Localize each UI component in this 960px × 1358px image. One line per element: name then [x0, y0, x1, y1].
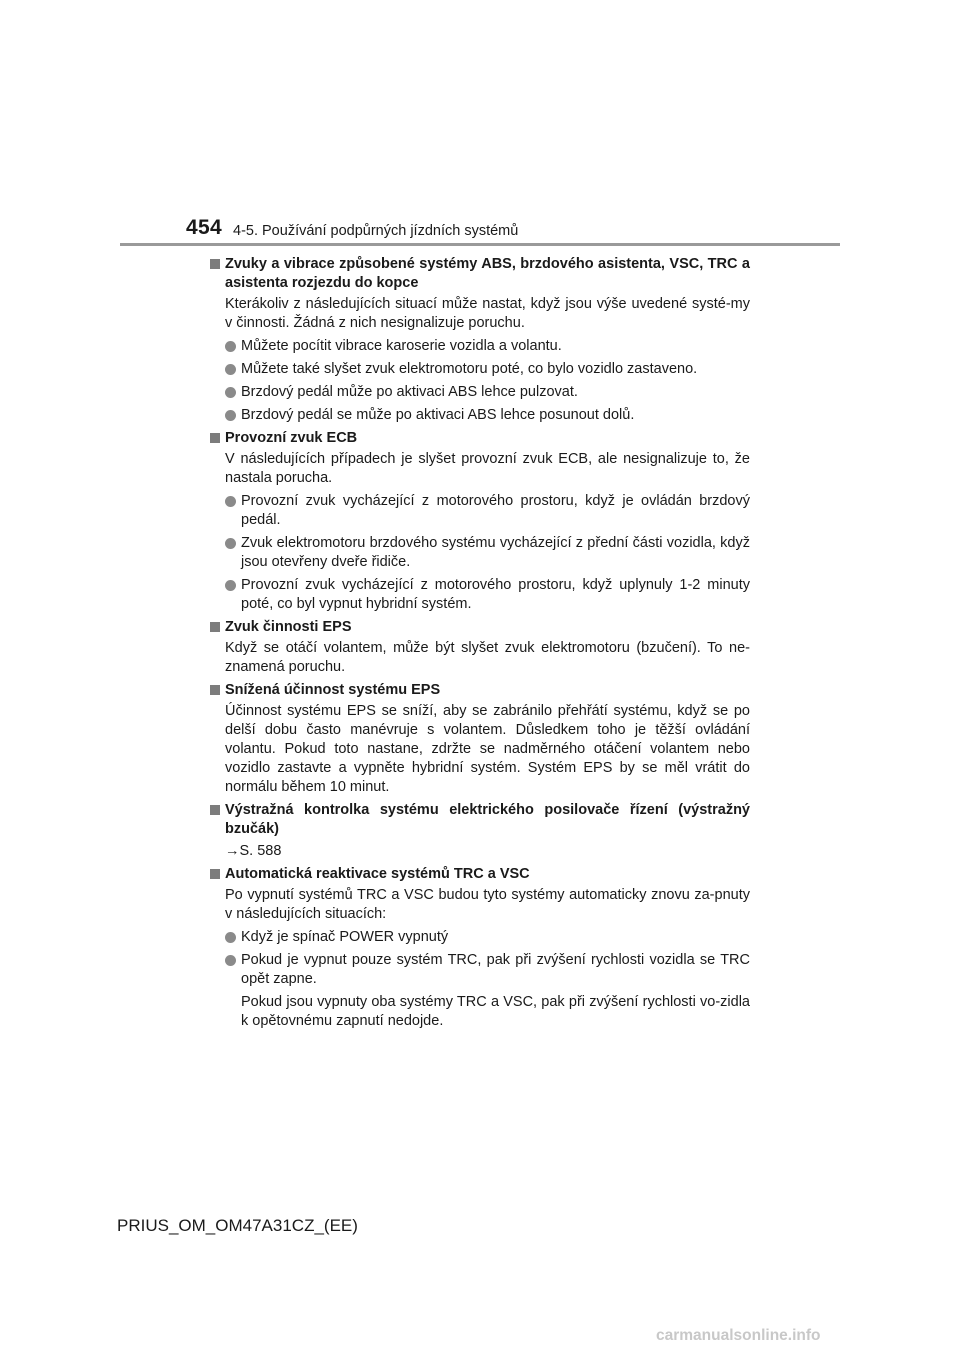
- section-intro: V následujících případech je slyšet provozní zvuk ECB, ale nesignalizuje to, že nastala porucha.: [225, 451, 750, 486]
- list-item-text: Můžete také slyšet zvuk elektromotoru poté, co bylo vozidlo zastaveno.: [241, 361, 698, 377]
- circle-bullet-icon: [225, 364, 236, 375]
- list-item: [208, 951, 750, 989]
- circle-bullet-icon: [225, 932, 236, 943]
- section-heading-text: Zvuk činnosti EPS: [225, 619, 352, 635]
- section-heading: [208, 681, 750, 700]
- watermark: carmanualsonline.info: [656, 1327, 821, 1344]
- section-heading-text: Zvuky a vibrace způsobené systémy ABS, brzdového asistenta, VSC, TRC a asistenta rozjezdu do kopce: [225, 256, 750, 291]
- list-item-text: Provozní zvuk vycházející z motorového prostoru, když uplynuly 1-2 minuty poté, co byl vypnut hybridní systém.: [241, 577, 750, 612]
- list-item-text: Provozní zvuk vycházející z motorového prostoru, když je ovládán brzdový pedál.: [241, 493, 750, 528]
- section-heading-text: Výstražná kontrolka systému elektrického posilovače řízení (výstražný bzučák): [225, 802, 750, 837]
- list-item-text: Když je spínač POWER vypnutý: [241, 929, 449, 945]
- circle-bullet-icon: [225, 410, 236, 421]
- section-heading-text: Snížená účinnost systému EPS: [225, 682, 441, 698]
- circle-bullet-icon: [225, 580, 236, 591]
- page-content: [208, 255, 750, 1035]
- square-bullet-icon: [210, 259, 220, 269]
- page-number: 454: [186, 216, 222, 239]
- section-ecb-noise: [208, 429, 750, 614]
- list-item: [208, 492, 750, 530]
- section-intro: Když se otáčí volantem, může být slyšet zvuk elektromotoru (bzučení). To ne-znamená poruchu.: [225, 640, 750, 675]
- list-item: [208, 928, 750, 947]
- square-bullet-icon: [210, 805, 220, 815]
- circle-bullet-icon: [225, 538, 236, 549]
- section-intro: Po vypnutí systémů TRC a VSC budou tyto systémy automaticky znovu za-pnuty v následujících situacích:: [225, 887, 750, 922]
- section-heading: [208, 618, 750, 637]
- list-item: [208, 337, 750, 356]
- list-item: [208, 534, 750, 572]
- list-item-text: Pokud je vypnut pouze systém TRC, pak při zvýšení rychlosti vozidla se TRC opět zapne.: [241, 952, 750, 987]
- circle-bullet-icon: [225, 496, 236, 507]
- list-item: [208, 406, 750, 425]
- section-eps-reduced: [208, 681, 750, 797]
- list-item: [208, 576, 750, 614]
- circle-bullet-icon: [225, 955, 236, 966]
- section-eps-warning: [208, 801, 750, 861]
- square-bullet-icon: [210, 433, 220, 443]
- list-item-text: Brzdový pedál může po aktivaci ABS lehce pulzovat.: [241, 384, 578, 400]
- list-item-text: Můžete pocítit vibrace karoserie vozidla a volantu.: [241, 338, 562, 354]
- list-item: [208, 383, 750, 402]
- page-reference: →S. 588: [225, 843, 282, 859]
- section-heading: [208, 255, 750, 293]
- section-trc-vsc-reactivation: [208, 865, 750, 1031]
- section-heading-text: Automatická reaktivace systémů TRC a VSC: [225, 866, 530, 882]
- section-intro: Účinnost systému EPS se sníží, aby se zabránilo přehřátí systému, když se po delší dobu často manévruje s volantem. Důsledkem toho je těžší ovládání volantu. Pokud toto nastane, zdržte se nadměrného otáčení volantem nebo vozidlo zastavte a vypněte hybridní systém. Systém EPS by se měl vrátit do normálu během 10 minut.: [225, 703, 750, 795]
- section-heading: [208, 865, 750, 884]
- list-item: [208, 360, 750, 379]
- square-bullet-icon: [210, 622, 220, 632]
- section-heading-text: Provozní zvuk ECB: [225, 430, 358, 446]
- section-heading: [208, 801, 750, 839]
- square-bullet-icon: [210, 685, 220, 695]
- square-bullet-icon: [210, 869, 220, 879]
- circle-bullet-icon: [225, 387, 236, 398]
- list-item-text: Zvuk elektromotoru brzdového systému vycházející z přední části vozidla, když jsou otevřeny dveře řidiče.: [241, 535, 750, 570]
- chapter-title: 4-5. Používání podpůrných jízdních systémů: [233, 223, 519, 239]
- list-item-text: Brzdový pedál se může po aktivaci ABS lehce posunout dolů.: [241, 407, 635, 423]
- circle-bullet-icon: [225, 341, 236, 352]
- section-heading: [208, 429, 750, 448]
- header-divider: [120, 243, 840, 246]
- section-abs-noise: [208, 255, 750, 425]
- section-eps-noise: [208, 618, 750, 677]
- document-code: PRIUS_OM_OM47A31CZ_(EE): [117, 1216, 358, 1235]
- list-item-continuation: Pokud jsou vypnuty oba systémy TRC a VSC, pak při zvýšení rychlosti vo-zidla k opětovnému zapnutí nedojde.: [241, 994, 750, 1029]
- page-header: [0, 0, 960, 250]
- section-intro: Kterákoliv z následujících situací může nastat, když jsou výše uvedené systé-my v činnosti. Žádná z nich nesignalizuje poruchu.: [225, 296, 750, 331]
